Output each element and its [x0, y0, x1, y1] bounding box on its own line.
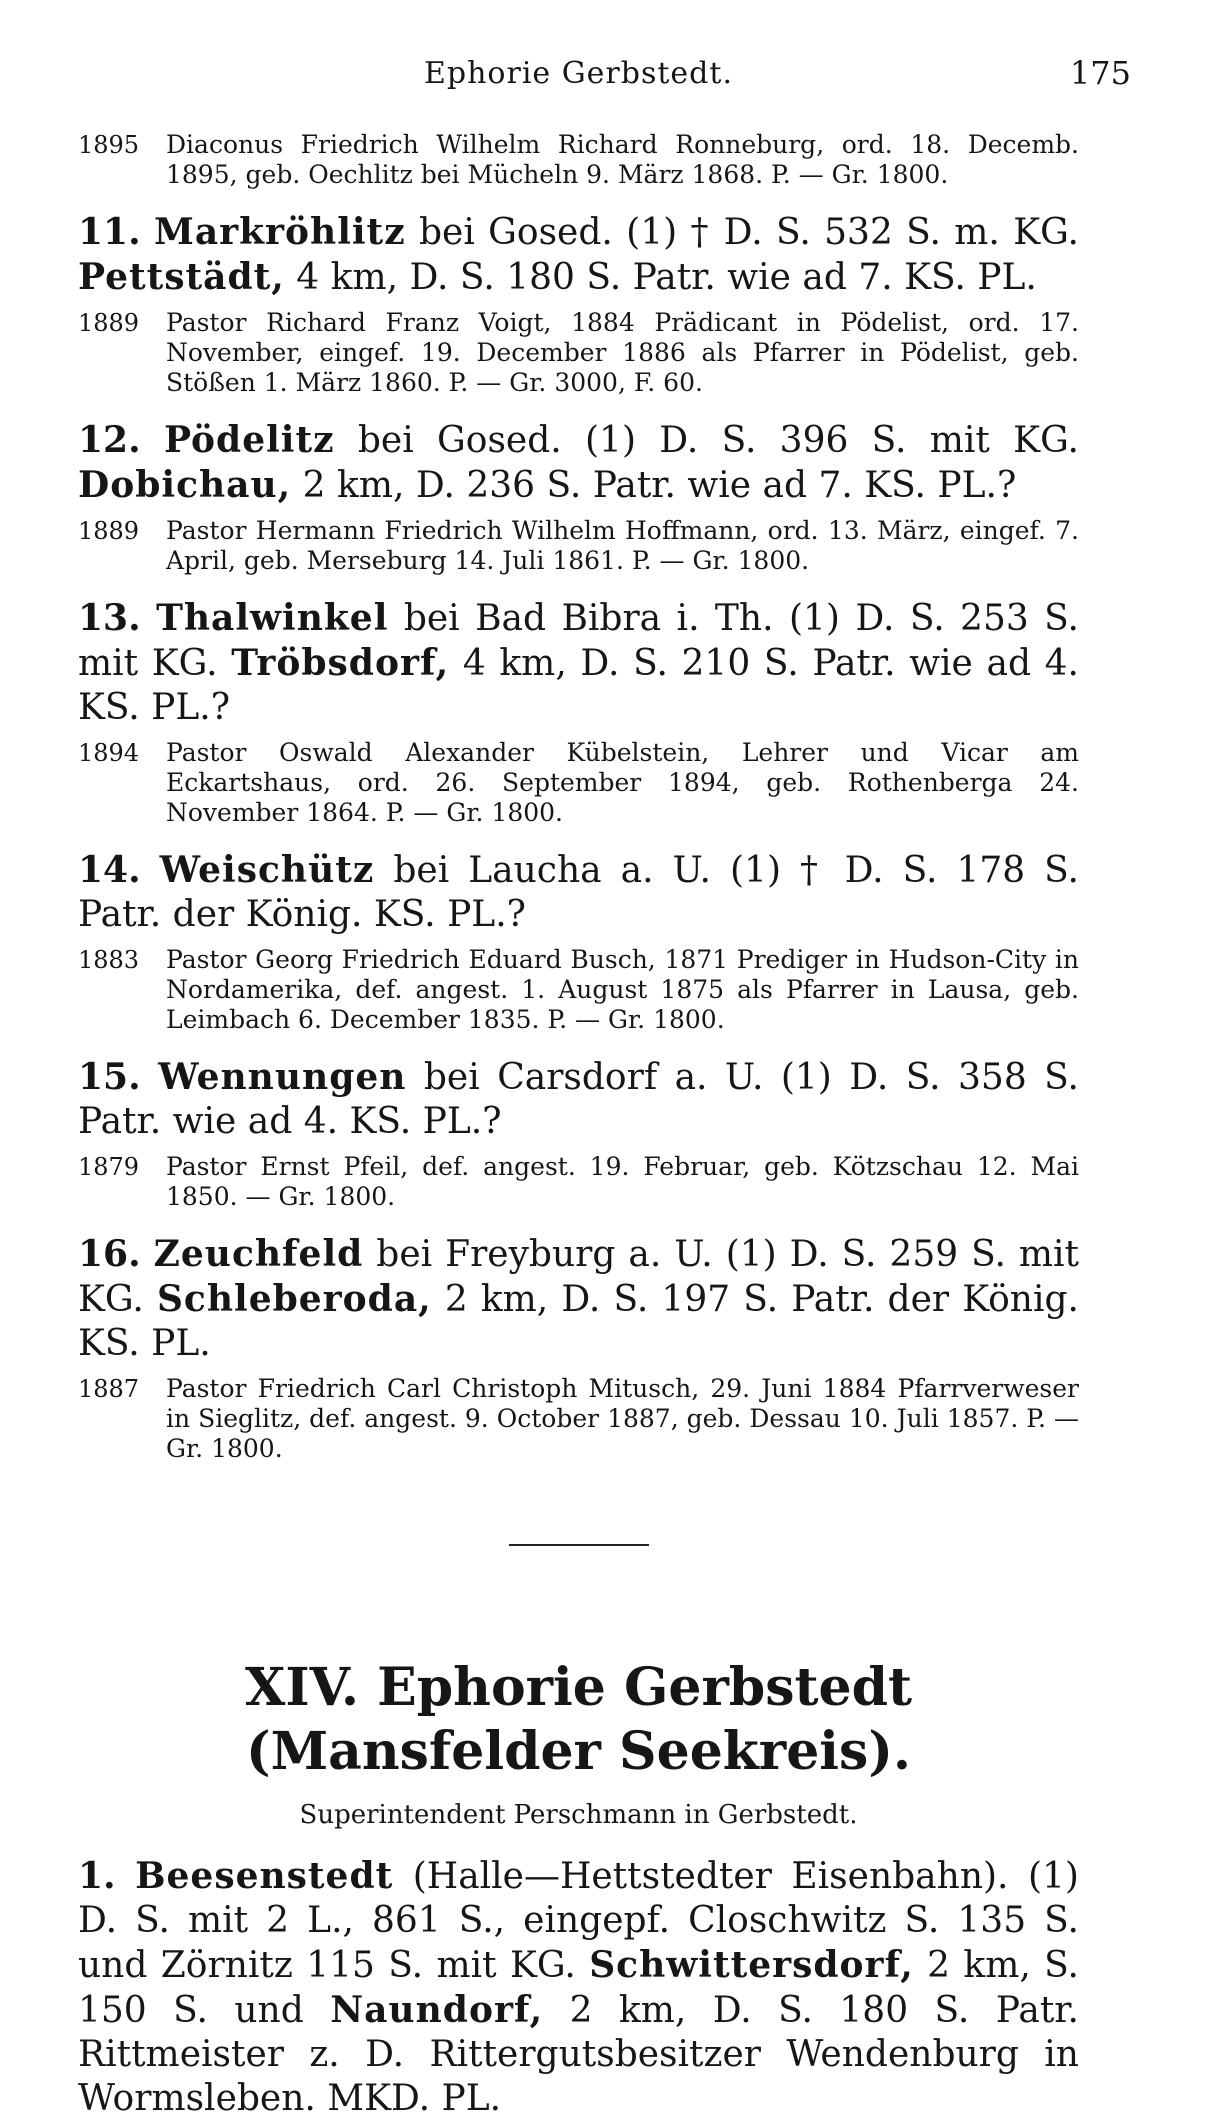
record-text: Pastor Hermann Friedrich Wilhelm Hoffmann, ord. 13. März, eingef. 7. April, geb. Merseburg 14. Juli 1861. P. — Gr. 1800.: [166, 516, 1079, 575]
running-head: Ephorie Gerbstedt.: [424, 56, 733, 91]
parish-entry-12: [78, 418, 1079, 576]
record-text: Pastor Richard Franz Voigt, 1884 Prädicant in Pödelist, ord. 17. November, eingef. 19. December 1886 als Pfarrer in Pödelist, geb. Stößen 1. März 1860. P. — Gr. 3000, F. 60.: [166, 308, 1079, 397]
page-number: 175: [1069, 54, 1131, 92]
clergy-record: [78, 945, 1079, 1035]
parish-heading: [78, 1055, 1079, 1144]
record-year: 1883: [78, 946, 140, 974]
parish-number: 1.: [78, 1855, 116, 1897]
filial-name: Schwittersdorf,: [589, 1944, 914, 1986]
record-text: Diaconus Friedrich Wilhelm Richard Ronneburg, ord. 18. Decemb. 1895, geb. Oechlitz bei Mücheln 9. März 1868. P. — Gr. 1800.: [166, 130, 1079, 189]
parish-name: Thalwinkel: [156, 597, 389, 639]
parish-name: Pödelitz: [163, 419, 335, 461]
filial-details: 2 km, D. 236 S. Patr. wie ad 7. KS. PL.?: [302, 465, 1017, 506]
parish-details: bei Carsdorf a. U. (1) D. S. 358 S. Patr. wie ad 4. KS. PL.?: [78, 1057, 1079, 1142]
parish-entry-14: [78, 848, 1079, 1035]
record-year: 1895: [78, 131, 140, 159]
parish-heading: [78, 596, 1079, 730]
parish-number: 13.: [78, 597, 141, 639]
parish-details: bei Freyburg a. U. (1) D. S. 259 S. mit KG.: [78, 1234, 1079, 1320]
parish-heading: [78, 418, 1079, 508]
section-name: Gerbstedt: [623, 1657, 912, 1718]
parish-entry-16: [78, 1232, 1079, 1464]
filial-details-2: 2 km, D. S. 180 S. Patr. Rittmeister z. D. Rittergutsbesitzer Wendenburg in Wormsleben. MKD. PL.: [78, 1990, 1079, 2119]
record-year: 1879: [78, 1153, 140, 1181]
filial-name: Schleberoda,: [156, 1278, 432, 1320]
section-numeral: XIV.: [245, 1657, 360, 1718]
record-year: 1889: [78, 309, 140, 337]
filial-name: Dobichau,: [78, 464, 292, 506]
filial-name-2: Naundorf,: [330, 1989, 544, 2031]
filial-details: 2 km, D. S. 197 S. Patr. der König. KS. PL.: [78, 1279, 1079, 1364]
record-text: Pastor Friedrich Carl Christoph Mitusch, 29. Juni 1884 Pfarrverweser in Sieglitz, def. angest. 9. October 1887, geb. Dessau 10. Juli 1857. P. — Gr. 1800.: [166, 1374, 1079, 1463]
record-text: Pastor Georg Friedrich Eduard Busch, 1871 Prediger in Hudson-City in Nordamerika, def. angest. 1. August 1875 als Pfarrer in Lausa, geb. Leimbach 6. December 1835. P. — Gr. 1800.: [166, 945, 1079, 1034]
record-text: Pastor Ernst Pfeil, def. angest. 19. Februar, geb. Kötzschau 12. Mai 1850. — Gr. 1800.: [166, 1152, 1079, 1211]
parish-entry-11: [78, 210, 1079, 398]
clergy-record: [78, 1374, 1079, 1464]
clergy-record: [78, 308, 1079, 398]
clergy-record: [78, 738, 1079, 828]
filial-details: 4 km, D. S. 210 S. Patr. wie ad 4. KS. PL.?: [78, 643, 1079, 728]
superintendent-line: Superintendent Perschmann in Gerbstedt.: [299, 1800, 858, 1830]
parish-number: 14.: [78, 849, 141, 891]
filial-name: Pettstädt,: [78, 256, 285, 298]
record-year: 1887: [78, 1375, 140, 1403]
parish-details: bei Laucha a. U. (1) † D. S. 178 S. Patr. der König. KS. PL.?: [78, 850, 1079, 935]
parish-number: 15.: [78, 1056, 141, 1098]
parish-number: 16.: [78, 1233, 141, 1275]
section-divider: [509, 1544, 649, 1546]
parish-details: bei Gosed. (1) † D. S. 532 S. m. KG.: [418, 212, 1079, 253]
record-year: 1894: [78, 739, 140, 767]
parish-name: Beesenstedt: [135, 1855, 394, 1897]
parish-entry-15: [78, 1055, 1079, 1212]
section-title: [78, 1656, 1079, 1784]
filial-details: 2 km, S. 150 S. und: [78, 1945, 1079, 2031]
parish-details: bei Gosed. (1) D. S. 396 S. mit KG.: [357, 420, 1079, 461]
filial-name: Tröbsdorf,: [231, 642, 450, 684]
section-prefix: Ephorie: [377, 1657, 606, 1718]
parish-details: bei Bad Bibra i. Th. (1) D. S. 253 S. mit KG.: [78, 598, 1079, 684]
parish-entry-13: [78, 596, 1079, 828]
parish-name: Markröhlitz: [153, 211, 406, 253]
parish-number: 12.: [78, 419, 141, 461]
parish-name: Zeuchfeld: [153, 1233, 364, 1275]
parish-heading: [78, 210, 1079, 300]
parish-heading: [78, 848, 1079, 937]
section-suffix: (Mansfelder Seekreis).: [245, 1721, 912, 1782]
parish-heading: [78, 1232, 1079, 1366]
clergy-record-top: [78, 130, 1079, 190]
filial-details: 4 km, D. S. 180 S. Patr. wie ad 7. KS. PL.: [296, 257, 1037, 298]
parish-details: (Halle—Hettstedter Eisenbahn). (1) D. S. mit 2 L., 861 S., eingepf. Closchwitz S. 135 S. und Zörnitz 115 S. mit KG.: [78, 1856, 1079, 1986]
parish-name: Wennungen: [158, 1056, 407, 1098]
parish-name: Weischütz: [159, 849, 375, 891]
parish-number: 11.: [78, 211, 141, 253]
clergy-record: [78, 1152, 1079, 1212]
page-header: [78, 52, 1131, 104]
record-year: 1889: [78, 517, 140, 545]
record-text: Pastor Oswald Alexander Kübelstein, Lehrer und Vicar am Eckartshaus, ord. 26. September 1894, geb. Rothenberga 24. November 1864. P. — Gr. 1800.: [166, 738, 1079, 827]
clergy-record: [78, 516, 1079, 576]
